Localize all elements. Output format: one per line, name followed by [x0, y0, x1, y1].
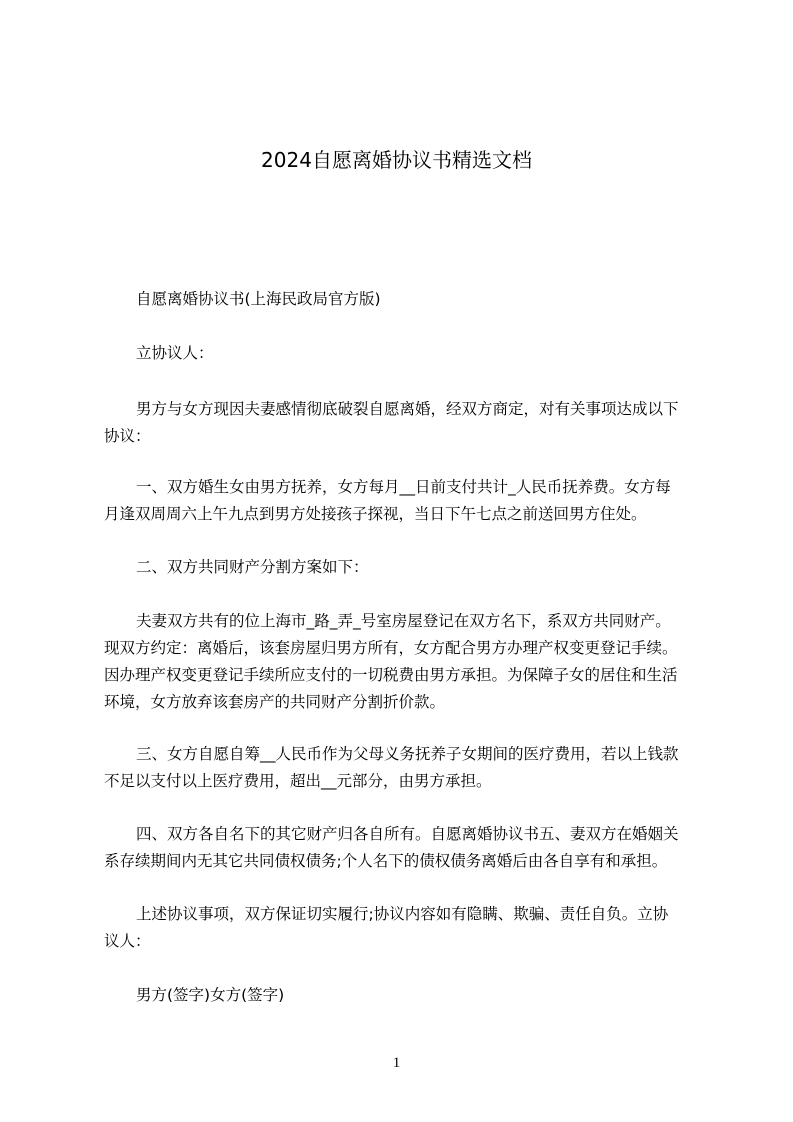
text-line: 一、双方婚生女由男方抚养，女方每月__日前支付共计_人民币抚养费。女方每	[136, 478, 671, 496]
text-line: 男方(签字)女方(签字)	[136, 986, 285, 1004]
text-line: 二、双方共同财产分割方案如下：	[136, 558, 369, 576]
paragraph	[104, 340, 714, 367]
text-line: 环境，女方放弃该套房产的共同财产分割折价款。	[104, 693, 446, 711]
page-number: 1	[392, 1055, 401, 1071]
text-line: 协议：	[104, 427, 151, 445]
text-line: 男方与女方现因夫妻感情彻底破裂自愿离婚，经双方商定，对有关事项达成以下	[136, 400, 679, 418]
text-line: 三、女方自愿自筹__人民币作为父母义务抚养子女期间的医疗费用，若以上钱款	[136, 745, 679, 763]
paragraph	[104, 286, 714, 313]
text-line: 因办理产权变更登记手续所应支付的一切税费由男方承担。为保障子女的居住和生活	[104, 666, 678, 684]
text-line: 上述协议事项，双方保证切实履行;协议内容如有隐瞒、欺骗、责任自负。立协	[136, 905, 669, 923]
text-line: 夫妻双方共有的位上海市_路_弄_号室房屋登记在双方名下，系双方共同财产。	[136, 612, 671, 630]
paragraph	[104, 821, 714, 875]
paragraph	[104, 901, 714, 955]
text-line: 议人：	[104, 932, 151, 950]
text-line: 不足以支付以上医疗费用，超出__元部分，由男方承担。	[104, 772, 492, 790]
paragraph	[104, 474, 714, 528]
text-line: 现双方约定：离婚后，该套房屋归男方所有，女方配合男方办理产权变更登记手续。	[104, 639, 678, 657]
paragraph	[104, 608, 714, 716]
text-line: 系存续期间内无其它共同债权债务;个人名下的债权债务离婚后由各自享有和承担。	[104, 852, 668, 870]
text-line: 自愿离婚协议书(上海民政局官方版)	[136, 290, 381, 308]
text-line: 立协议人：	[136, 344, 214, 362]
text-line: 月逢双周周六上午九点到男方处接孩子探视，当日下午七点之前送回男方住处。	[104, 505, 647, 523]
paragraph	[104, 396, 714, 450]
paragraph	[104, 741, 714, 795]
text-line: 四、双方各自名下的其它财产归各自所有。自愿离婚协议书五、妻双方在婚姻关	[136, 825, 679, 843]
paragraph	[104, 982, 714, 1009]
paragraph	[104, 554, 714, 581]
document-title: 2024自愿离婚协议书精选文档	[261, 148, 532, 172]
